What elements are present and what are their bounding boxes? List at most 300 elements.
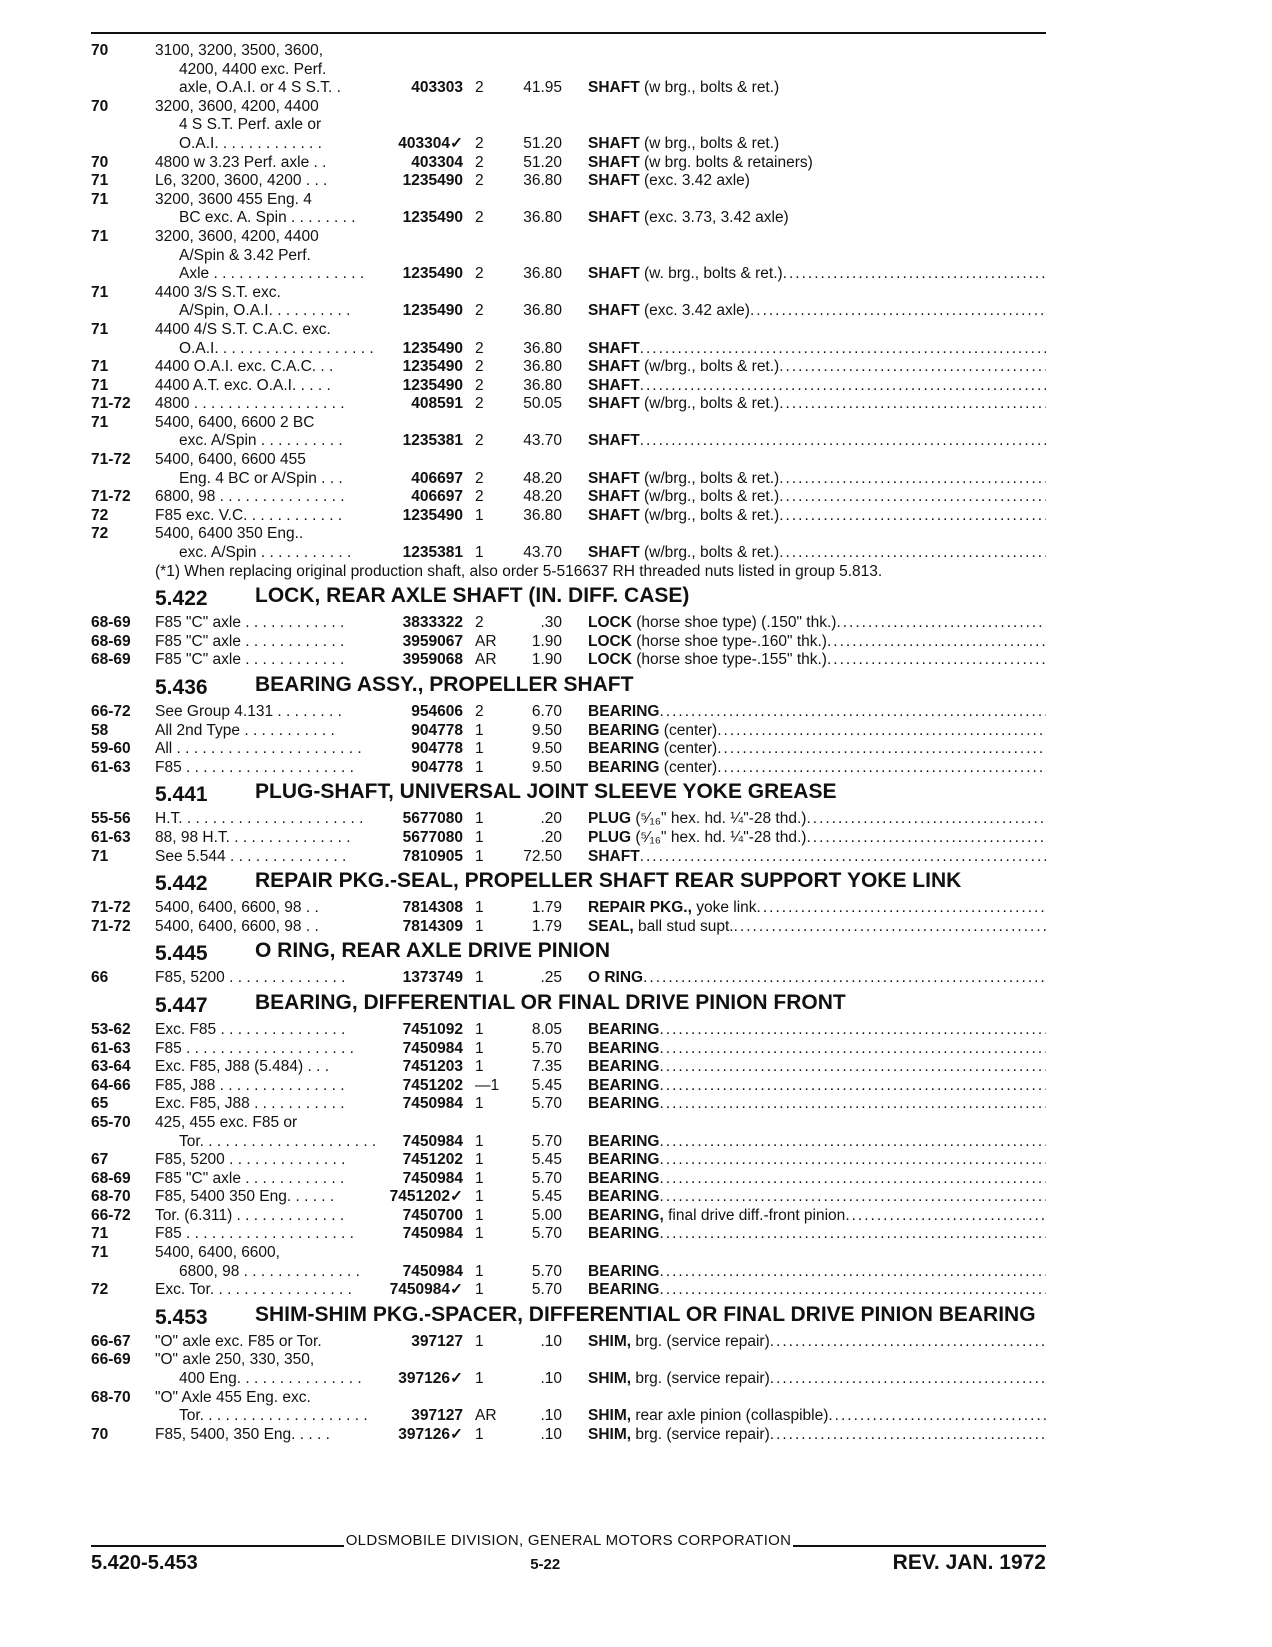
quantity: 2 <box>475 469 484 487</box>
list-price <box>523 228 588 247</box>
part-row <box>91 79 1046 98</box>
description <box>588 98 1046 117</box>
quantity <box>469 61 523 80</box>
item-detail: rear axle pinion (collaspible) <box>631 1407 829 1425</box>
description-text <box>588 432 640 451</box>
part-row <box>91 740 1046 759</box>
application: 5400, 6400, 6600, 98 . . <box>155 899 319 917</box>
list-price: 9.50 <box>531 740 562 758</box>
model-year <box>91 1407 151 1426</box>
part-number <box>381 191 469 210</box>
item-detail: (center) <box>659 740 718 758</box>
list-price: 5.70 <box>531 1281 562 1299</box>
part-row-continuation <box>91 321 1046 340</box>
dot-leader <box>659 1281 1046 1300</box>
description-text <box>588 633 827 652</box>
dot-leader <box>659 1040 1046 1059</box>
part-number <box>381 525 469 544</box>
description <box>588 451 1046 470</box>
item-name: SEAL, <box>588 917 634 935</box>
list-price: .25 <box>540 969 562 987</box>
application: 5400, 6400 350 Eng.. <box>155 525 304 543</box>
part-row-continuation <box>91 228 1046 247</box>
part-row <box>91 1188 1046 1207</box>
description <box>588 191 1046 210</box>
part-number-text: 7451202 <box>402 1151 463 1169</box>
list-price <box>523 1351 588 1370</box>
quantity: 1 <box>475 1262 484 1280</box>
dot-leader <box>640 432 1046 451</box>
model-year <box>91 135 151 154</box>
dot-leader <box>717 759 1046 778</box>
item-name: BEARING <box>588 1058 660 1076</box>
description-text <box>588 358 779 377</box>
section-number: 5.441 <box>155 783 208 807</box>
list-price: 1.79 <box>531 917 562 935</box>
part-row <box>91 1077 1046 1096</box>
part-row <box>91 848 1046 867</box>
part-number-text: 406697 <box>411 469 463 487</box>
part-number <box>381 614 469 633</box>
part-number-text: 7451203 <box>402 1058 463 1076</box>
application: 3200, 3600 455 Eng. 4 <box>155 190 312 208</box>
item-name: SHAFT <box>588 395 640 413</box>
description-text <box>588 1170 659 1189</box>
application: 3100, 3200, 3500, 3600, <box>155 42 324 59</box>
list-price: 50.05 <box>523 395 562 413</box>
model-year: 71-72 <box>91 917 131 935</box>
part-number <box>381 1077 469 1096</box>
description-text <box>588 759 717 778</box>
model-year <box>91 432 151 451</box>
description-text <box>588 1225 659 1244</box>
description <box>588 1244 1046 1263</box>
dot-leader <box>779 507 1046 526</box>
part-row <box>91 1170 1046 1189</box>
application: F85 "C" axle . . . . . . . . . . . . <box>155 614 345 632</box>
application: exc. A/Spin . . . . . . . . . . <box>179 432 343 450</box>
dot-leader <box>659 1058 1046 1077</box>
item-detail: (w/brg., bolts & ret.) <box>639 544 780 562</box>
part-number <box>381 918 469 937</box>
list-price <box>523 191 588 210</box>
model-year: 68-69 <box>91 1169 131 1187</box>
model-year: 65 <box>91 1095 109 1113</box>
item-detail: brg. (service repair) <box>631 1425 770 1443</box>
quantity <box>469 1351 523 1370</box>
part-number-text: 7450984 <box>402 1169 463 1187</box>
list-price: .20 <box>540 828 562 846</box>
part-number <box>381 810 469 829</box>
part-number <box>381 432 469 451</box>
dot-leader <box>659 1095 1046 1114</box>
application: BC exc. A. Spin . . . . . . . . <box>179 209 356 227</box>
quantity: 2 <box>475 339 484 357</box>
part-number <box>381 1407 469 1426</box>
part-number <box>381 358 469 377</box>
model-year: 72 <box>91 525 109 543</box>
list-price: 5.70 <box>531 1039 562 1057</box>
description-text <box>588 1095 659 1114</box>
list-price <box>523 61 588 80</box>
application: 3200, 3600, 4200, 4400 <box>155 227 319 245</box>
quantity: 2 <box>475 376 484 394</box>
quantity <box>469 451 523 470</box>
quantity: 2 <box>475 79 484 97</box>
description-text <box>588 302 750 321</box>
dot-leader <box>659 1077 1046 1096</box>
description-text <box>588 969 643 988</box>
dot-leader <box>640 377 1046 396</box>
list-price: 5.45 <box>531 1151 562 1169</box>
list-price <box>523 1114 588 1133</box>
list-price: 8.05 <box>531 1020 562 1038</box>
dot-leader <box>779 544 1046 563</box>
description <box>588 1040 1046 1059</box>
application: 3200, 3600, 4200, 4400 <box>155 97 319 115</box>
description <box>588 1058 1046 1077</box>
item-name: BEARING <box>588 703 660 720</box>
part-row <box>91 154 1046 173</box>
quantity <box>469 116 523 135</box>
quantity: 1 <box>475 1225 484 1243</box>
list-price: 5.70 <box>531 1169 562 1187</box>
dot-leader <box>659 1263 1046 1282</box>
item-name: BEARING <box>588 1020 660 1038</box>
application: F85, 5400, 350 Eng. . . . . <box>155 1425 330 1443</box>
description <box>588 651 1046 670</box>
application: 5400, 6400, 6600, <box>155 1244 280 1262</box>
application: 4 S S.T. Perf. axle or <box>179 116 322 134</box>
list-price: .10 <box>540 1407 562 1425</box>
application: Exc. F85, J88 (5.484) . . . <box>155 1058 330 1076</box>
part-number <box>381 488 469 507</box>
part-number-text: 7450984 <box>389 1281 450 1299</box>
item-name: BEARING <box>588 1132 660 1150</box>
dot-leader <box>779 395 1046 414</box>
description <box>588 703 1046 722</box>
application: "O" Axle 455 Eng. exc. <box>155 1388 311 1406</box>
part-row-continuation <box>91 116 1046 135</box>
check-mark: ✓ <box>450 1370 463 1388</box>
part-row-continuation <box>91 414 1046 433</box>
application: All 2nd Type . . . . . . . . . . . <box>155 721 335 739</box>
item-name: BEARING <box>588 1039 660 1057</box>
item-name: BEARING <box>588 1095 660 1113</box>
model-year <box>91 247 151 266</box>
quantity: 1 <box>475 1095 484 1113</box>
model-year <box>91 1263 151 1282</box>
quantity: 1 <box>475 917 484 935</box>
list-price <box>523 451 588 470</box>
part-number <box>381 969 469 988</box>
quantity: 1 <box>475 1039 484 1057</box>
part-row <box>91 703 1046 722</box>
description <box>588 1077 1046 1096</box>
footnote: (*1) When replacing original production shaft, also order 5-516637 RH threaded nuts listed in group 5.813. <box>155 562 883 580</box>
dot-leader <box>659 1151 1046 1170</box>
part-number-text: 3833322 <box>402 614 463 632</box>
part-number <box>381 1114 469 1133</box>
description-text <box>588 395 779 414</box>
quantity: 1 <box>475 1020 484 1038</box>
part-row <box>91 1151 1046 1170</box>
part-number <box>381 265 469 284</box>
part-row-continuation <box>91 1351 1046 1370</box>
quantity: 1 <box>475 1206 484 1224</box>
description-text <box>588 544 779 563</box>
model-year: 71-72 <box>91 451 131 469</box>
item-name: BEARING <box>588 758 660 776</box>
quantity: 2 <box>475 488 484 506</box>
part-row <box>91 1426 1046 1445</box>
quantity: 2 <box>475 432 484 450</box>
description <box>588 172 1046 191</box>
list-price <box>523 116 588 135</box>
application: F85, J88 . . . . . . . . . . . . . . . <box>155 1076 345 1094</box>
section-number: 5.445 <box>155 942 208 966</box>
item-detail: (w/brg., bolts & ret.) <box>639 506 780 524</box>
list-price <box>523 321 588 340</box>
application: A/Spin, O.A.I. . . . . . . . . . <box>179 302 351 320</box>
model-year: 67 <box>91 1151 109 1169</box>
description <box>588 228 1046 247</box>
quantity: 1 <box>475 1058 484 1076</box>
part-number <box>381 61 469 80</box>
list-price: 5.70 <box>531 1262 562 1280</box>
application: 4200, 4400 exc. Perf. <box>179 60 327 78</box>
description-text <box>588 899 757 918</box>
description <box>588 1188 1046 1207</box>
dot-leader <box>770 1426 1046 1445</box>
description <box>588 1351 1046 1370</box>
application: F85 . . . . . . . . . . . . . . . . . . . . <box>155 758 354 776</box>
description-text <box>588 1263 659 1282</box>
application: 400 Eng. . . . . . . . . . . . . . . <box>179 1370 362 1388</box>
description-text <box>588 1188 659 1207</box>
description <box>588 154 1046 173</box>
application: H.T. . . . . . . . . . . . . . . . . . . . . . <box>155 810 364 828</box>
item-detail: (horse shoe type) (.150" thk.) <box>631 614 837 632</box>
application: Exc. Tor. . . . . . . . . . . . . . . . . <box>155 1281 352 1299</box>
part-number <box>381 507 469 526</box>
item-name: SHAFT <box>588 432 640 450</box>
part-row <box>91 1021 1046 1040</box>
description <box>588 1151 1046 1170</box>
item-name: BEARING <box>588 1281 660 1299</box>
item-detail: (w/brg., bolts & ret.) <box>639 469 780 487</box>
quantity: 1 <box>475 721 484 739</box>
dot-leader <box>806 829 1046 848</box>
list-price: 36.80 <box>523 358 562 376</box>
quantity: 1 <box>475 740 484 758</box>
quantity: 1 <box>475 810 484 828</box>
dot-leader <box>806 810 1046 829</box>
application: F85 "C" axle . . . . . . . . . . . . <box>155 651 345 669</box>
part-row <box>91 1133 1046 1152</box>
group-range: 5.420-5.453 <box>91 1552 198 1574</box>
item-name: SHAFT <box>588 469 640 487</box>
part-row <box>91 1333 1046 1352</box>
item-name: PLUG <box>588 810 632 828</box>
model-year <box>91 79 151 98</box>
item-name: SHAFT <box>588 847 640 865</box>
part-number <box>381 1351 469 1370</box>
description-text <box>588 470 779 489</box>
model-year <box>91 61 151 80</box>
description <box>588 135 1046 154</box>
application: 5400, 6400, 6600 2 BC <box>155 413 315 431</box>
section-title: LOCK, REAR AXLE SHAFT (IN. DIFF. CASE) <box>255 584 690 608</box>
model-year: 71 <box>91 413 109 431</box>
description <box>588 1333 1046 1352</box>
part-row-continuation <box>91 1244 1046 1263</box>
part-row <box>91 1095 1046 1114</box>
item-detail: brg. (service repair) <box>631 1370 770 1388</box>
model-year: 59-60 <box>91 740 131 758</box>
description-text <box>588 810 806 829</box>
description-text <box>588 1333 770 1352</box>
part-number-text: 1235490 <box>402 358 463 376</box>
part-row <box>91 395 1046 414</box>
application: 4400 4/S S.T. C.A.C. exc. <box>155 320 331 338</box>
part-number-text: 7451202 <box>389 1188 450 1206</box>
part-row-continuation <box>91 98 1046 117</box>
page-number: 5-22 <box>530 1556 561 1573</box>
item-detail: brg. (service repair) <box>631 1332 770 1350</box>
check-mark: ✓ <box>450 1425 463 1443</box>
section-heading <box>91 940 1046 967</box>
item-detail: (⁵⁄₁₆" hex. hd. ¼"-28 thd.) <box>631 810 807 828</box>
description <box>588 209 1046 228</box>
item-name: SHAFT <box>588 209 640 227</box>
list-price: 5.70 <box>531 1095 562 1113</box>
description <box>588 395 1046 414</box>
list-price: 36.80 <box>523 339 562 357</box>
item-name: SHAFT <box>588 358 640 376</box>
model-year: 64-66 <box>91 1076 131 1094</box>
part-row-continuation <box>91 42 1046 61</box>
quantity: 1 <box>475 1332 484 1350</box>
part-number <box>381 703 469 722</box>
part-number-text: 403303 <box>411 79 463 97</box>
part-number <box>381 1151 469 1170</box>
part-row <box>91 1370 1046 1389</box>
model-year: 68-70 <box>91 1188 131 1206</box>
application: Tor. (6.311) . . . . . . . . . . . . . <box>155 1206 345 1224</box>
model-year: 68-69 <box>91 651 131 669</box>
part-number <box>381 451 469 470</box>
description-text <box>588 265 783 284</box>
part-number-text: 1235490 <box>402 506 463 524</box>
application: 4800 w 3.23 Perf. axle . . <box>155 153 327 171</box>
dot-leader <box>779 488 1046 507</box>
item-name: SHAFT <box>588 79 640 97</box>
model-year: 53-62 <box>91 1020 131 1038</box>
dot-leader <box>640 848 1046 867</box>
list-price: 48.20 <box>523 488 562 506</box>
part-number <box>381 829 469 848</box>
item-detail: (⁵⁄₁₆" hex. hd. ¼"-28 thd.) <box>631 828 807 846</box>
part-number <box>381 1170 469 1189</box>
list-price <box>523 525 588 544</box>
model-year: 61-63 <box>91 1039 131 1057</box>
part-row <box>91 302 1046 321</box>
description-text <box>588 209 789 226</box>
description <box>588 265 1046 284</box>
description-text <box>588 848 640 867</box>
list-price <box>523 414 588 433</box>
application: 4800 . . . . . . . . . . . . . . . . . . <box>155 395 345 413</box>
quantity: AR <box>475 651 497 669</box>
part-number-text: 904778 <box>411 721 463 739</box>
part-row-continuation <box>91 61 1046 80</box>
item-name: BEARING <box>588 1076 660 1094</box>
part-number <box>381 321 469 340</box>
description-text <box>588 829 806 848</box>
description <box>588 284 1046 303</box>
part-number-text: 7450984 <box>402 1225 463 1243</box>
part-number <box>381 414 469 433</box>
description-text <box>588 614 836 633</box>
item-detail: final drive diff.-front pinion <box>663 1206 846 1224</box>
description <box>588 918 1046 937</box>
item-detail: (w/brg., bolts & ret.) <box>639 488 780 506</box>
application: F85 . . . . . . . . . . . . . . . . . . . . <box>155 1225 354 1243</box>
part-row-continuation <box>91 247 1046 266</box>
item-name: SHIM, <box>588 1425 632 1443</box>
part-number <box>381 651 469 670</box>
part-number <box>381 1426 469 1445</box>
item-name: BEARING <box>588 740 660 758</box>
quantity: —1 <box>475 1076 500 1094</box>
application: See 5.544 . . . . . . . . . . . . . . <box>155 847 347 865</box>
part-row <box>91 135 1046 154</box>
footer-corporation: OLDSMOBILE DIVISION, GENERAL MOTORS CORPORATION <box>345 1532 792 1549</box>
description-text <box>588 377 640 396</box>
model-year <box>91 470 151 489</box>
section-title: REPAIR PKG.-SEAL, PROPELLER SHAFT REAR SUPPORT YOKE LINK <box>255 869 962 893</box>
list-price <box>523 1244 588 1263</box>
item-name: BEARING <box>588 1225 660 1243</box>
dot-leader <box>757 899 1046 918</box>
part-number <box>381 395 469 414</box>
part-row <box>91 377 1046 396</box>
dot-leader <box>828 1407 1046 1426</box>
item-name: SHAFT <box>588 153 640 171</box>
list-price: 1.90 <box>531 651 562 669</box>
part-row <box>91 544 1046 563</box>
item-name: SHAFT <box>588 134 640 152</box>
list-price: 36.80 <box>523 265 562 283</box>
model-year: 71 <box>91 1225 109 1243</box>
section-heading <box>91 781 1046 808</box>
description-text <box>588 918 734 937</box>
part-number <box>381 633 469 652</box>
part-row-continuation <box>91 1389 1046 1408</box>
dot-leader <box>827 633 1046 652</box>
application: 5400, 6400, 6600, 98 . . <box>155 917 319 935</box>
list-price: 51.20 <box>523 134 562 152</box>
part-number <box>381 1281 469 1300</box>
application: Axle . . . . . . . . . . . . . . . . . . <box>179 265 365 283</box>
quantity: 2 <box>475 614 484 632</box>
item-detail: yoke link <box>691 899 757 917</box>
application: F85, 5400 350 Eng. . . . . . <box>155 1188 335 1206</box>
part-number-text: 7450984 <box>402 1132 463 1150</box>
quantity: AR <box>475 632 497 650</box>
item-name: SHAFT <box>588 506 640 524</box>
